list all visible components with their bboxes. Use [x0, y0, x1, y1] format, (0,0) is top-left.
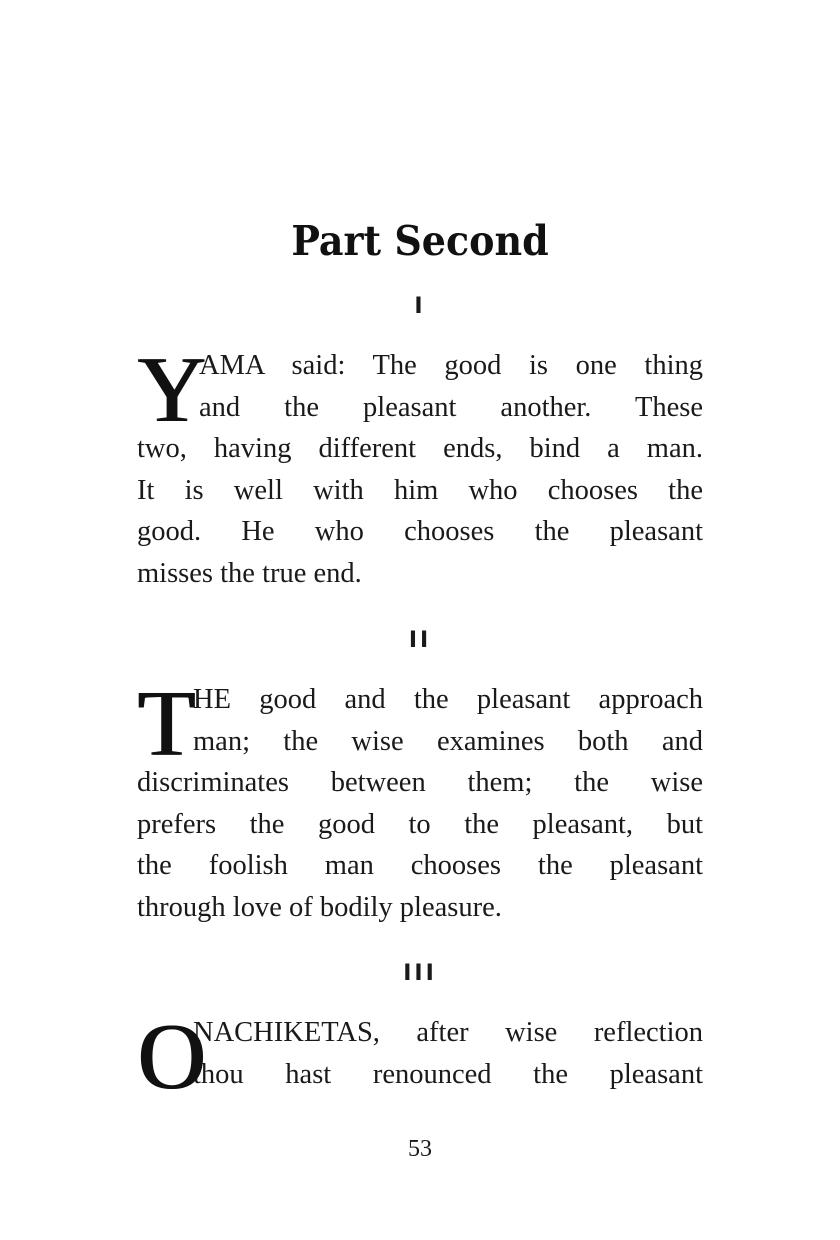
- paragraph-line: and the pleasant another. These: [199, 391, 703, 423]
- paragraph-line: through love of bodily pleasure.: [137, 891, 502, 923]
- section-paragraph-1: [137, 338, 703, 595]
- page-number: 53: [408, 1136, 432, 1162]
- section-paragraph-2: [137, 672, 703, 929]
- drop-cap-2: T: [137, 672, 195, 776]
- section-numeral-2: II: [408, 628, 432, 653]
- paragraph-line: thou hast renounced the pleasant: [193, 1058, 703, 1090]
- paragraph-line: NACHIKETAS, after wise reflection: [193, 1017, 703, 1048]
- section-numeral-3: III: [403, 961, 437, 986]
- section-numeral-1: I: [414, 294, 426, 319]
- paragraph-line: HE good and the pleasant approach: [193, 684, 703, 715]
- paragraph-line: the foolish man chooses the pleasant: [137, 850, 703, 882]
- page-title: Part Second: [291, 216, 549, 265]
- section-paragraph-3: [137, 1005, 703, 1109]
- paragraph-line: prefers the good to the pleasant, but: [137, 808, 703, 840]
- drop-cap-3: O: [137, 1005, 205, 1109]
- paragraph-line: It is well with him who chooses the: [137, 474, 703, 506]
- paragraph-line: good. He who chooses the pleasant: [137, 516, 703, 548]
- paragraph-line: two, having different ends, bind a man.: [137, 433, 703, 465]
- drop-cap-1: Y: [137, 338, 205, 442]
- paragraph-line: discriminates between them; the wise: [137, 767, 703, 799]
- paragraph-line: AMA said: The good is one thing: [199, 350, 703, 381]
- paragraph-line: misses the true end.: [137, 557, 362, 589]
- paragraph-line: man; the wise examines both and: [193, 725, 703, 757]
